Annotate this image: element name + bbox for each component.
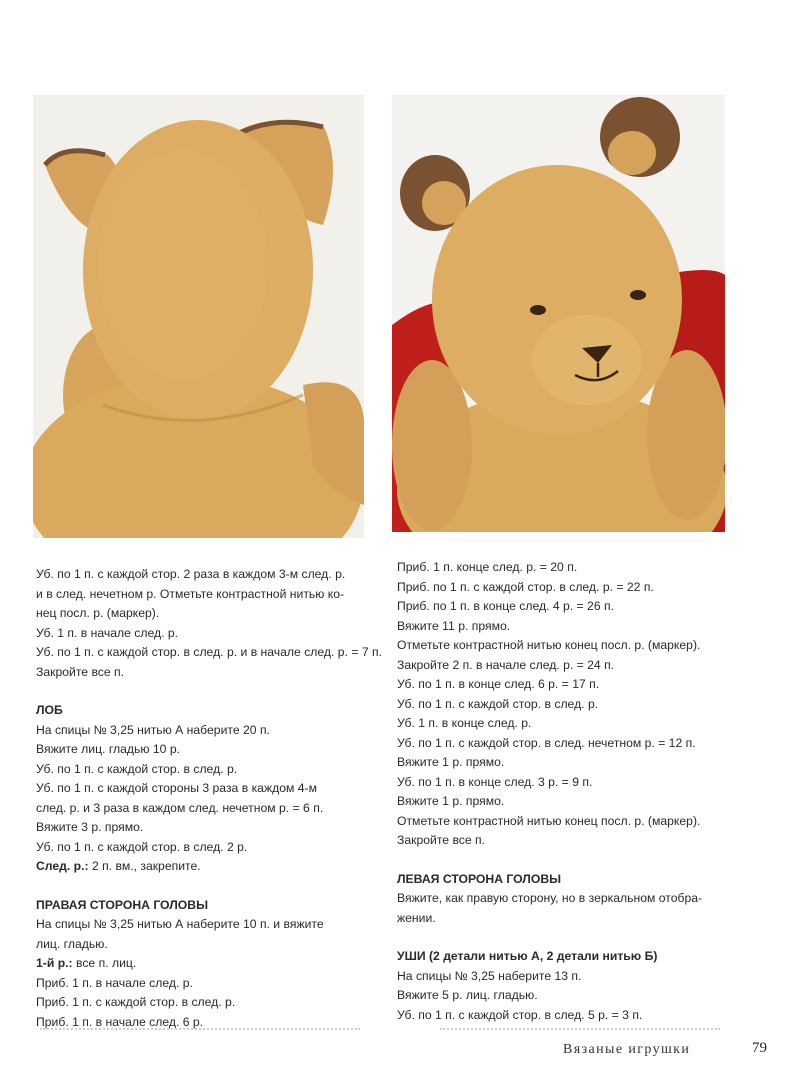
next-row-text: 2 п. вм., закрепите. [88,859,201,873]
section-heading-forehead: ЛОБ [36,703,63,717]
text-line: Уб. 1 п. в начале след. р. [36,625,179,640]
text-line: Приб. по 1 п. с каждой стор. в след. р. = 22 п. [397,579,654,594]
text-line: Вяжите 3 р. прямо. [36,820,144,834]
left-text-column [36,565,382,1032]
text-line: Уб. по 1 п. с каждой стор. в след. 5 р. = 3 п. [397,1007,643,1022]
text-line: Приб. 1 п. конце след. р. = 20 п. [397,560,578,574]
teddy-bear-back-photo [33,95,364,538]
text-line: На спицы № 3,25 нитью А наберите 10 п. и вяжите [36,917,324,931]
first-row-text: все п. лиц. [72,956,137,970]
first-row-label: 1-й р.: [36,956,73,970]
text-line: Уб. по 1 п. с каждой стор. в след. 2 р. [36,839,248,854]
text-line: жении. [397,910,436,925]
text-line: На спицы № 3,25 наберите 13 п. [397,968,582,983]
teddy-bear-head-front-photo-icon [392,95,725,532]
text-line: Уб. по 1 п. с каждой стор. 2 раза в каждом 3-м след. р. [36,567,346,581]
text-line: Уб. по 1 п. с каждой стор. в след. нечетном р. = 12 п. [397,735,696,750]
text-line: Вяжите 5 р. лиц. гладью. [397,988,538,1002]
text-line: след. р. и 3 раза в каждом след. нечетном р. = 6 п. [36,800,324,815]
text-line: Вяжите, как правую сторону, но в зеркальном отобра- [397,891,703,905]
text-line: Вяжите 11 р. прямо. [397,618,511,633]
faint-divider-left [40,1028,360,1030]
right-text-column [397,558,727,1025]
text-line: Уб. по 1 п. с каждой стор. в след. р. [36,761,238,776]
text-line: Уб. по 1 п. с каждой стороны 3 раза в каждом 4-м [36,781,317,795]
text-line: Вяжите 1 р. прямо. [397,755,505,769]
text-line: Закройте все п. [397,833,486,847]
text-line: Уб. по 1 п. в конце след. 6 р. = 17 п. [397,677,600,691]
text-line: Отметьте контрастной нитью конец посл. р. (маркер). [397,638,701,652]
next-row-label: След. р.: [36,859,89,873]
first-row-instruction [36,954,366,974]
section-heading-left-side: ЛЕВАЯ СТОРОНА ГОЛОВЫ [397,871,562,886]
section-heading-ears: УШИ (2 детали нитью А, 2 детали нитью Б) [397,949,658,963]
text-line: Приб. 1 п. с каждой стор. в след. р. [36,995,236,1009]
text-line: Уб. 1 п. в конце след. р. [397,716,532,730]
text-line: Приб. по 1 п. в конце след. 4 р. = 26 п. [397,599,614,613]
footer-book-title: Вязаные игрушки [563,1042,691,1057]
text-line: Вяжите лиц. гладью 10 р. [36,742,180,756]
text-line: Вяжите 1 р. прямо. [397,794,505,808]
text-line: Уб. по 1 п. с каждой стор. в след. р. [397,696,599,711]
text-line: лиц. гладью. [36,936,108,951]
text-line: Отметьте контрастной нитью конец посл. р. (маркер). [397,813,701,828]
text-line: На спицы № 3,25 нитью А наберите 20 п. [36,722,270,737]
page-number: 79 [752,1040,767,1056]
section-heading-right-side: ПРАВАЯ СТОРОНА ГОЛОВЫ [36,897,209,912]
teddy-bear-head-back-photo-icon [33,95,364,538]
faint-divider-right [440,1028,720,1030]
text-line: Закройте 2 п. в начале след. р. = 24 п. [397,657,615,672]
text-line: Приб. 1 п. в начале след. 6 р. [36,1014,204,1029]
text-line: Закройте все п. [36,664,125,679]
text-line: и в след. нечетном р. Отметьте контрастной нитью ко- [36,586,345,601]
text-line: нец посл. р. (маркер). [36,606,160,620]
next-row-instruction [36,857,366,877]
teddy-bear-front-photo [392,95,725,532]
text-line: Уб. по 1 п. с каждой стор. в след. р. и в начале след. р. = 7 п. [36,645,382,659]
text-line: Уб. по 1 п. в конце след. 3 р. = 9 п. [397,774,593,789]
text-line: Приб. 1 п. в начале след. р. [36,975,193,990]
